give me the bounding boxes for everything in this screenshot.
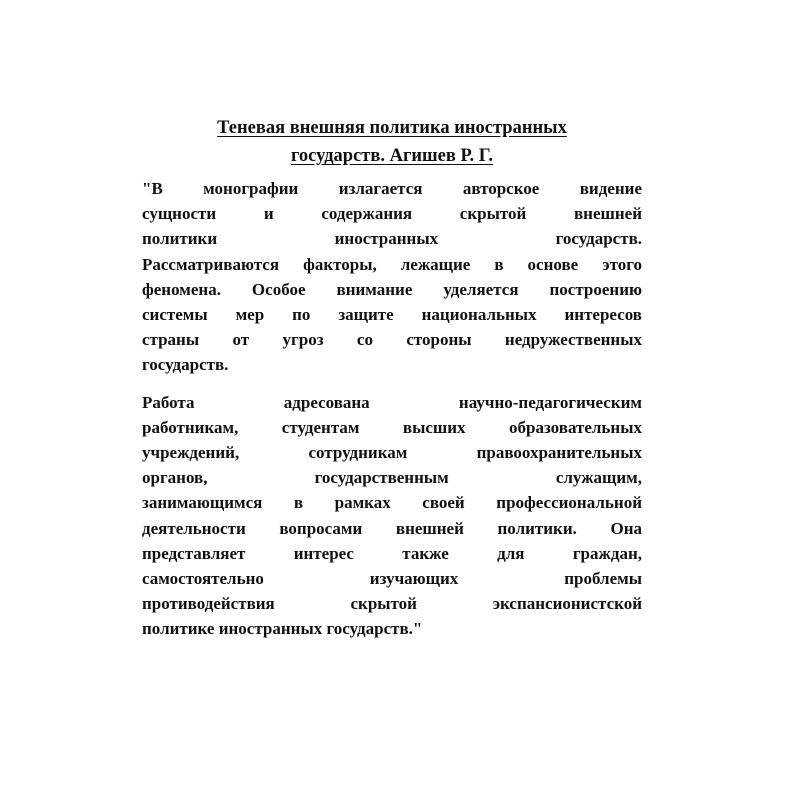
text-line: самостоятельно изучающих проблемы [142,569,642,589]
text-line: противодействия скрытой экспансионистской [142,594,642,614]
text-line: представляет интерес также для граждан, [142,543,642,563]
title-line: Теневая внешняя политика иностранных [217,118,567,138]
text-line: политике иностранных государств." [142,619,423,639]
title-line: государств. Агишев Р. Г. [290,146,494,166]
paragraph-annotation [142,176,642,378]
text-line: учреждений, сотрудникам правоохранительных [142,443,642,463]
text-line: "В монографии излагается авторское видение [142,179,642,198]
text-line: Работа адресована научно-педагогическим [142,392,642,412]
text-line: государств. [142,355,229,375]
document-page [142,114,642,642]
text-line: работникам, студентам высших образовательных [142,417,642,437]
paragraph-audience [142,390,642,642]
document-title [142,114,642,170]
text-line: деятельности вопросами внешней политики. Она [142,518,642,538]
text-line: политики иностранных государств. [142,229,642,249]
text-line: сущности и содержания скрытой внешней [142,204,642,224]
text-line: страны от угроз со стороны недружественных [142,330,642,350]
text-line: органов, государственным служащим, [142,468,642,488]
text-line: системы мер по защите национальных интересов [142,305,642,325]
text-line: Рассматриваются факторы, лежащие в основе этого [142,254,642,274]
text-line: занимающимся в рамках своей профессиональной [142,493,642,513]
text-line: феномена. Особое внимание уделяется построению [142,279,642,299]
